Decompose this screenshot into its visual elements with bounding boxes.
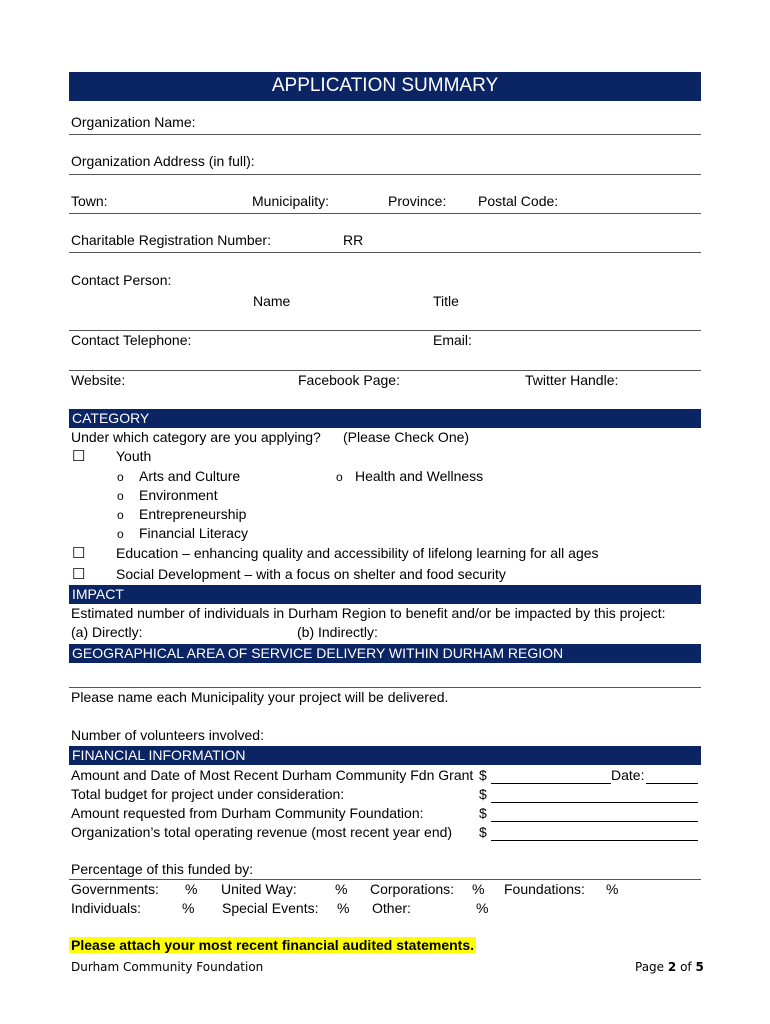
arts-bullet: o <box>117 470 124 484</box>
financial-literacy-bullet: o <box>117 527 124 541</box>
financial-literacy-label: Financial Literacy <box>139 525 248 541</box>
contact-telephone-label: Contact Telephone: <box>71 332 192 348</box>
youth-checkbox[interactable]: ☐ <box>72 448 86 465</box>
education-label: Education – enhancing quality and accessibility of lifelong learning for all ages <box>116 545 599 561</box>
other-label: Other: <box>372 900 411 916</box>
footer-org-name: Durham Community Foundation <box>71 960 264 974</box>
recent-grant-label: Amount and Date of Most Recent Durham Community Fdn Grant <box>71 767 474 783</box>
category-header <box>69 409 701 428</box>
united-way-label: United Way: <box>221 881 297 897</box>
geo-header-text: GEOGRAPHICAL AREA OF SERVICE DELIVERY WITHIN DURHAM REGION <box>72 645 564 661</box>
grant-dollar-sign: $ <box>479 767 487 783</box>
total-budget-label: Total budget for project under consideration: <box>71 786 345 802</box>
category-question: Under which category are you applying? <box>71 429 321 445</box>
environment-bullet: o <box>117 489 124 503</box>
education-checkbox[interactable]: ☐ <box>72 545 86 562</box>
total-budget-field[interactable] <box>491 802 698 803</box>
individuals-percent: % <box>182 900 195 916</box>
page-total: 5 <box>695 960 704 974</box>
grant-amount-field[interactable] <box>491 783 611 784</box>
health-bullet: o <box>336 470 343 484</box>
website-label: Website: <box>71 372 126 388</box>
revenue-dollar-sign: $ <box>479 824 487 840</box>
foundations-label: Foundations: <box>504 881 585 897</box>
impact-question: Estimated number of individuals in Durham Region to benefit and/or be impacted by this project: <box>71 605 666 621</box>
entrepreneurship-bullet: o <box>117 508 124 522</box>
social-development-label: Social Development – with a focus on shelter and food security <box>116 566 506 582</box>
page-title: APPLICATION SUMMARY <box>271 75 499 96</box>
united-way-percent: % <box>335 881 348 897</box>
amount-requested-field[interactable] <box>491 821 698 822</box>
org-address-label: Organization Address (in full): <box>71 153 255 169</box>
audited-statements-note: Please attach your most recent financial audited statements. <box>71 937 475 953</box>
arts-culture-label: Arts and Culture <box>139 468 241 484</box>
grant-date-label: Date: <box>611 767 645 783</box>
category-header-text: CATEGORY <box>72 410 150 426</box>
category-instruction: (Please Check One) <box>343 429 470 445</box>
entrepreneurship-label: Entrepreneurship <box>139 506 247 522</box>
facebook-label: Facebook Page: <box>298 372 400 388</box>
town-label: Town: <box>71 193 108 209</box>
requested-dollar-sign: $ <box>479 805 487 821</box>
geo-line[interactable] <box>69 687 701 688</box>
operating-revenue-field[interactable] <box>491 840 698 841</box>
page-word: Page <box>635 960 665 974</box>
grant-date-field[interactable] <box>646 783 698 784</box>
email-label: Email: <box>433 332 472 348</box>
percentage-line[interactable] <box>69 879 701 880</box>
charitable-number-label: Charitable Registration Number: <box>71 232 271 248</box>
social-checkbox[interactable]: ☐ <box>72 566 86 583</box>
budget-dollar-sign: $ <box>479 786 487 802</box>
volunteers-question: Number of volunteers involved: <box>71 727 264 743</box>
amount-requested-label: Amount requested from Durham Community Foundation: <box>71 805 424 821</box>
individuals-label: Individuals: <box>71 900 142 916</box>
percentage-question: Percentage of this funded by: <box>71 861 254 877</box>
financial-header-text: FINANCIAL INFORMATION <box>72 747 246 763</box>
postal-code-label: Postal Code: <box>478 193 559 209</box>
contact-person-line[interactable] <box>69 330 701 331</box>
governments-label: Governments: <box>71 881 159 897</box>
org-name-line[interactable] <box>69 134 701 135</box>
telephone-email-line[interactable] <box>69 370 701 371</box>
org-name-label: Organization Name: <box>71 114 196 130</box>
of-word: of <box>680 960 692 974</box>
corporations-percent: % <box>472 881 485 897</box>
municipality-question: Please name each Municipality your project will be delivered. <box>71 689 449 705</box>
environment-label: Environment <box>139 487 218 503</box>
address-detail-line[interactable] <box>69 213 701 214</box>
special-events-percent: % <box>337 900 350 916</box>
impact-header <box>69 585 701 604</box>
foundations-percent: % <box>606 881 619 897</box>
page-number <box>635 960 704 974</box>
special-events-label: Special Events: <box>222 900 319 916</box>
twitter-label: Twitter Handle: <box>525 372 619 388</box>
geo-header <box>69 644 701 663</box>
contact-title-sublabel: Title <box>433 293 459 309</box>
title-banner <box>69 72 701 101</box>
indirectly-label: (b) Indirectly: <box>297 624 378 640</box>
operating-revenue-label: Organization’s total operating revenue (most recent year end) <box>71 824 453 840</box>
municipality-label: Municipality: <box>252 193 330 209</box>
youth-label: Youth <box>116 448 152 464</box>
contact-name-sublabel: Name <box>253 293 291 309</box>
charitable-number-line[interactable] <box>69 252 701 253</box>
contact-person-label: Contact Person: <box>71 272 172 288</box>
page-current: 2 <box>667 960 677 974</box>
rr-label: RR <box>343 232 364 248</box>
other-percent: % <box>476 900 489 916</box>
org-address-line[interactable] <box>69 174 701 175</box>
health-wellness-label: Health and Wellness <box>355 468 484 484</box>
financial-header <box>69 746 701 765</box>
province-label: Province: <box>388 193 447 209</box>
governments-percent: % <box>185 881 198 897</box>
directly-label: (a) Directly: <box>71 624 143 640</box>
corporations-label: Corporations: <box>370 881 455 897</box>
impact-header-text: IMPACT <box>72 586 124 602</box>
